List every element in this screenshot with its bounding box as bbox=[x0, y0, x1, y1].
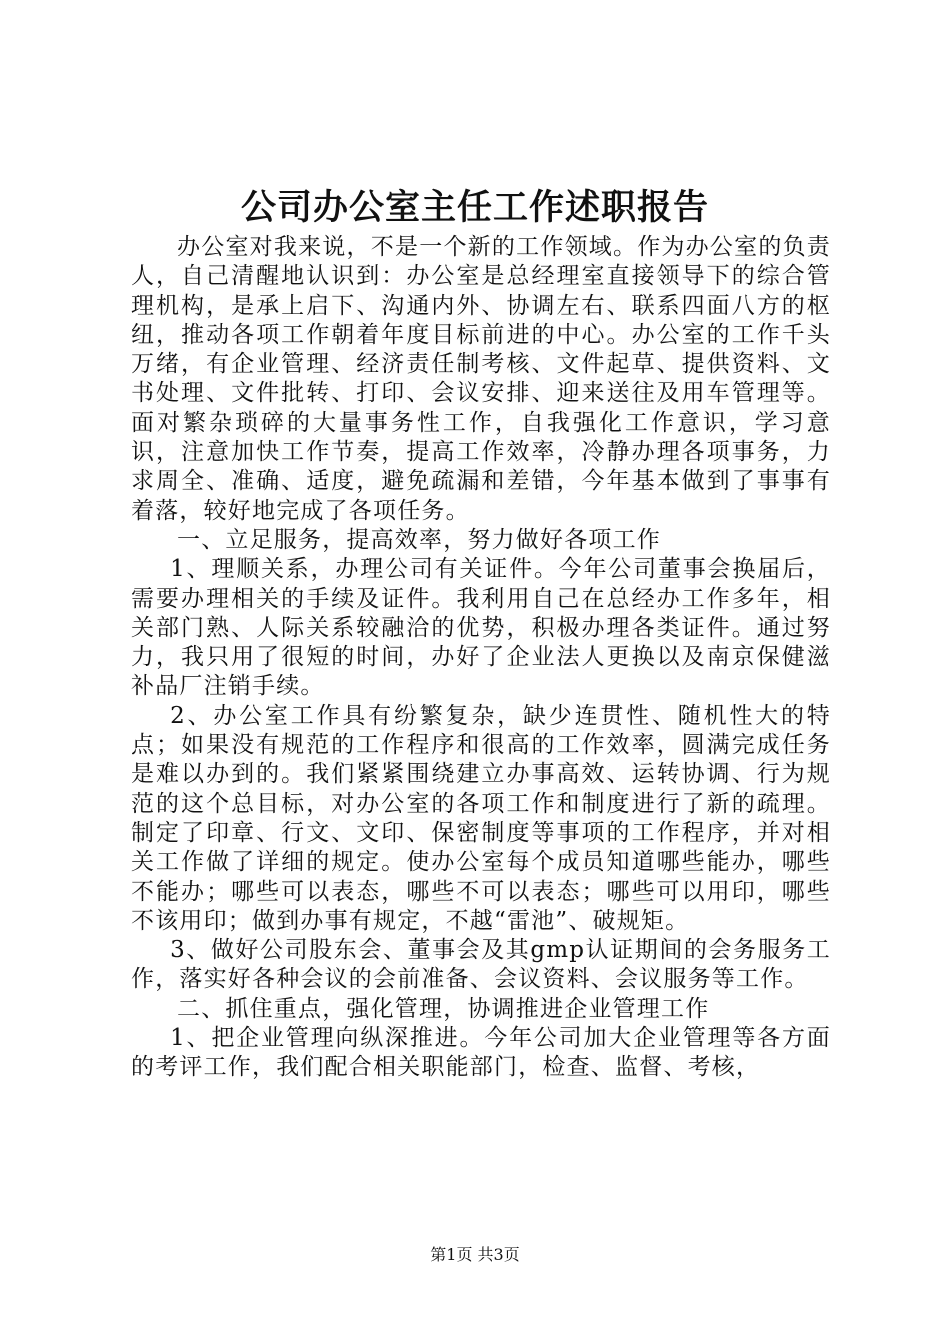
section-heading-1: 一、立足服务，提高效率，努力做好各项工作 bbox=[177, 526, 661, 553]
document-title: 公司办公室主任工作述职报告 bbox=[240, 187, 709, 228]
section-heading-2: 二、抓住重点，强化管理，协调推进企业管理工作 bbox=[177, 995, 710, 1022]
document-body bbox=[131, 233, 831, 1083]
paragraph-1-1: 1、理顺关系，办理公司有关证件。今年公司董事会换届后，需要办理相关的手续及证件。我利用自己在总经办工作多年，相关部门熟、人际关系较融洽的优势，积极办理各类证件。通过努力，我只用了很短的时间，办好了企业法人更换以及南京保健滋补品厂注销手续。 bbox=[131, 556, 831, 700]
paragraph-1-3: 3、做好公司股东会、董事会及其gmp认证期间的会务服务工作，落实好各种会议的会前准备、会议资料、会议服务等工作。 bbox=[131, 937, 831, 993]
paragraph-intro: 办公室对我来说，不是一个新的工作领域。作为办公室的负责人，自己清醒地认识到：办公室是总经理室直接领导下的综合管理机构，是承上启下、沟通内外、协调左右、联系四面八方的枢纽，推动各项工作朝着年度目标前进的中心。办公室的工作千头万绪，有企业管理、经济责任制考核、文件起草、提供资料、文书处理、文件批转、打印、会议安排、迎来送往及用车管理等。面对繁杂琐碎的大量事务性工作，自我强化工作意识，学习意识，注意加快工作节奏，提高工作效率，冷静办理各项事务，力求周全、准确、适度，避免疏漏和差错，今年基本做到了事事有着落，较好地完成了各项任务。 bbox=[131, 234, 831, 524]
paragraph-2-1: 1、把企业管理向纵深推进。今年公司加大企业管理等各方面的考评工作，我们配合相关职能部门，检查、监督、考核， bbox=[131, 1025, 831, 1081]
page-footer: 第1页 共3页 bbox=[430, 1245, 520, 1264]
paragraph-1-2: 2、办公室工作具有纷繁复杂，缺少连贯性、随机性大的特点；如果没有规范的工作程序和很高的工作效率，圆满完成任务是难以办到的。我们紧紧围绕建立办事高效、运转协调、行为规范的这个总目标，对办公室的各项工作和制度进行了新的疏理。制定了印章、行文、文印、保密制度等事项的工作程序，并对相关工作做了详细的规定。使办公室每个成员知道哪些能办，哪些不能办；哪些可以表态，哪些不可以表态；哪些可以用印，哪些不该用印；做到办事有规定，不越“雷池”、破规矩。 bbox=[131, 702, 831, 934]
